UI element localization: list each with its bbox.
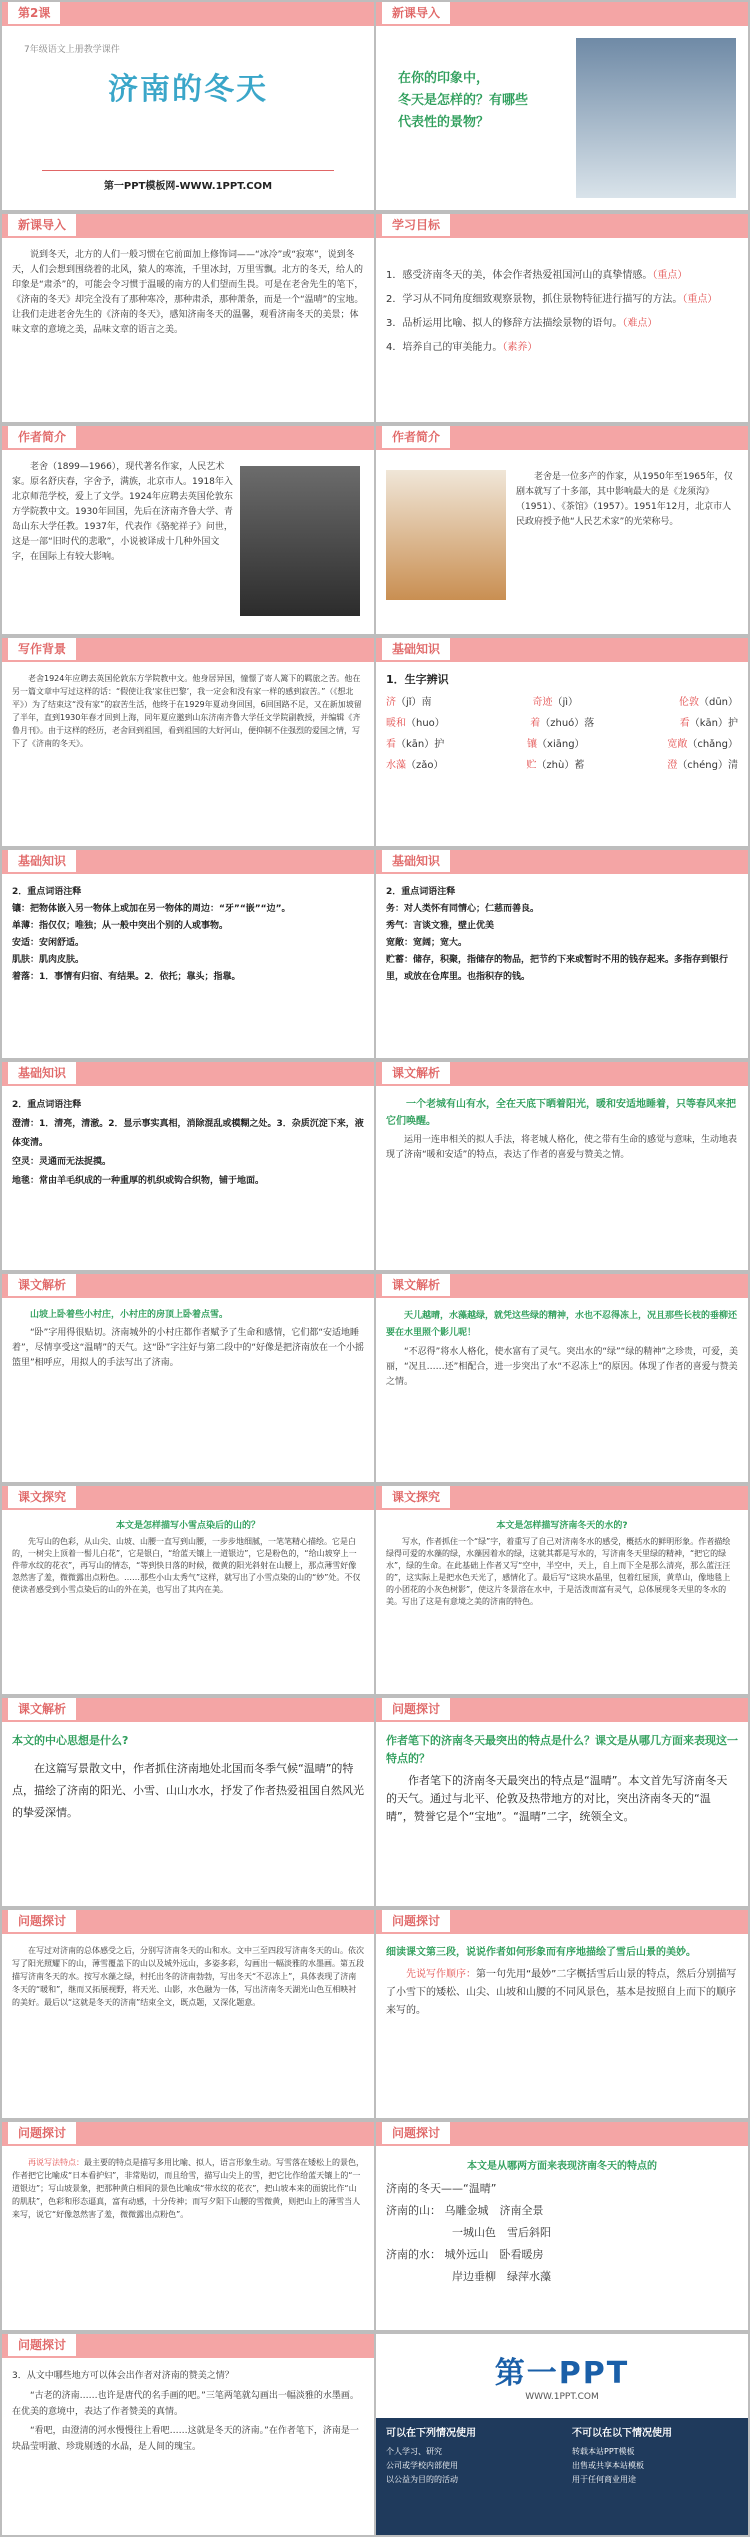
author-works: 老舍是一位多产的作家，从1950年至1965年，仅剧本就写了十多部，其中影响最大的是《龙须沟》（1951）、《茶馆》（1957）。1951年12月，北京市人民政府授予他“人民艺术家”的光荣称号。: [516, 472, 733, 527]
slide-body: [12, 1308, 364, 1474]
slide-1: [2, 2, 374, 210]
slide-body: [386, 2156, 738, 2322]
goal-tag: （重点）: [652, 270, 688, 281]
summary-line: 济南的冬天——“温晴”: [386, 2182, 497, 2195]
char: 水藻: [386, 760, 406, 771]
method-label: 再说写法特点：: [28, 2158, 84, 2167]
goal-item: [386, 288, 738, 312]
slide-tab: 课文探究: [8, 1486, 76, 1508]
slide-tab: 学习目标: [382, 214, 450, 236]
slide-24: [376, 2334, 748, 2535]
slide-body: [12, 248, 364, 414]
slide-header: [2, 1062, 374, 1086]
slide-tab: 作者简介: [382, 426, 450, 448]
slide-3: [2, 214, 374, 422]
slide-tab: 写作背景: [8, 638, 76, 660]
slide-header: [2, 426, 374, 450]
slide-body: [12, 884, 364, 1050]
vocab-item: 宽敞：宽阔；宽大。: [386, 938, 468, 948]
question-text: 本文是怎样描写小雪点染后的山的？: [115, 1521, 260, 1531]
slide-11: [2, 1062, 374, 1270]
slide-body: [386, 1520, 738, 1686]
vocab-item: 地毯：常由羊毛织成的一种重厚的机织或钩合织物，铺于地面。: [12, 1176, 265, 1186]
vocab-item: 贮蓄：储存，积聚，指储存的物品，把节约下来或暂时不用的钱存起来。多指存到银行里，或放在仓库里。也指积存的钱。: [386, 955, 729, 982]
slide-body: [12, 1520, 364, 1686]
char-item: [386, 758, 444, 773]
slide-body: [516, 470, 738, 626]
allowed-column: [376, 2418, 562, 2535]
slide-header: [376, 1486, 748, 1510]
slide-body: [12, 1096, 364, 1262]
forbidden-item: 出售或共享本站模板: [572, 2461, 644, 2470]
question-line-1: 在你的印象中，: [398, 71, 490, 86]
slide-6: [376, 426, 748, 634]
slide-header: [376, 1062, 748, 1086]
allowed-item: 以公益为目的的活动: [386, 2475, 458, 2484]
slide-5: [2, 426, 374, 634]
section-heading: 2．重点词语注释: [12, 887, 82, 897]
slide-body: [386, 1944, 738, 2110]
slide-header: [2, 214, 374, 238]
question-line-2: 冬天是怎样的？有哪些: [398, 93, 529, 108]
slide-tab: 基础知识: [382, 638, 450, 660]
pinyin: （dūn）: [698, 697, 738, 708]
slide-header: [376, 638, 748, 662]
pinyin: （zǎo）: [406, 760, 444, 771]
slide-body: [386, 1732, 738, 1898]
char: 着: [530, 718, 541, 729]
question-text: 本文是从哪两方面来表现济南冬天的特点的: [467, 2161, 657, 2172]
question-text: 细读课文第三段，说说作者如何形象而有序地描绘了雪后山景的美妙。: [386, 1947, 696, 1958]
background-text: 老舍1924年应聘去英国伦敦东方学院教中文。他身居异国，憧憬了寄人篱下的羁旅之苦。他在另一篇文章中写过这样的话：“假使让我‘家住巴黎’，我一定会和没有家一样的感到寂苦。”（《想北平》）为了结束这“没有家”的寂苦生活，他终于在1929年夏动身回国，6回国路不足，又在新加坡留了半年，直到1930年春才回到上海，同年夏应邀到山东济南齐鲁大学任文学院副教授，并编辑《齐鲁月刊》。由于这样的经历，老舍回到祖国，看到祖国的大好河山，便抑制不住强烈的爱国之情，写下了《济南的冬天》。: [12, 674, 362, 748]
allowed-item: 个人学习、研究: [386, 2447, 442, 2456]
vocab-item: 单薄：指仅仅；唯独；从一般中突出个别的人或事物。: [12, 921, 229, 931]
forbidden-column: [562, 2418, 748, 2535]
answer-text: 在这篇写景散文中，作者抓住济南地处北国而冬季气候“温晴”的特点，描绘了济南的阳光、小雪、山山水水，抒发了作者热爱祖国自然风光的挚爱深情。: [12, 1762, 364, 1819]
char: 宽敞: [667, 739, 688, 750]
char: 看: [386, 739, 396, 750]
slide-tab: 问题探讨: [382, 1698, 450, 1720]
slide-8: [376, 638, 748, 846]
slide-tab: 第2课: [8, 2, 60, 24]
logo-url: WWW.1PPT.COM: [525, 2392, 599, 2402]
intro-question: [398, 68, 528, 134]
slide-4: [376, 214, 748, 422]
pinyin: （chéng）清: [677, 760, 738, 771]
slide-header: [376, 2122, 748, 2146]
lesson-title: 济南的冬天: [108, 72, 268, 107]
answer-text: 先写山的色彩，从山尖、山坡、山腰一直写到山腰，一步步地细腻，一笔笔精心描绘。它是白的，一树尖上顶着一髻儿白花”，它是银白，“给蓝天镶上一道银边”，它是粉色的，“给山坡穿上一件带水纹的花衣”，再写山的情态，“等到快日落的时候，微黄的阳光斜射在山腰上，那点薄雪好像忽然害了羞，微微露出点粉色。……那些小山太秀气”这样，就写出了小雪点染的山的“妙”处。不仅使读者感受到小雪点染后的山的外在美，也写出了其内在美。: [12, 1537, 361, 1594]
slide-header: [2, 1486, 374, 1510]
slide-tab: 问题探讨: [382, 2122, 450, 2144]
pinyin: （jǐ）南: [396, 697, 432, 708]
answer-text: 在写过对济南的总体感受之后，分别写济南冬天的山和水。文中三至四段写济南冬天的山。依次写了阳光照耀下的山，薄雪覆盖下的山以及城外远山，多姿多彩，勾画出一幅淡雅的水墨画。第五段描写济南冬天的水。按写水藻之绿，村托出冬的济南勃勃，写出冬天“不忍冻上”，具体表现了济南冬天的“暖和”，继而又拓展视野，将天光、山影，水色融为一体，写出济南冬天湖光山色互相映衬的美好。最后以“这就是冬天的济南”结束全文，既点题，又深化题意。: [12, 1946, 364, 2007]
slide-tab: 问题探讨: [8, 2122, 76, 2144]
char-row: [386, 716, 738, 731]
char-item: [680, 716, 738, 731]
slide-tab: 作者简介: [8, 426, 76, 448]
slide-body: [12, 2368, 364, 2527]
slide-header: [2, 2122, 374, 2146]
char-row: [386, 737, 738, 752]
quote-text: 一个老城有山有水，全在天底下晒着阳光，暖和安适地睡着，只等春风来把它们唤醒。: [386, 1099, 736, 1127]
slide-tab: 新课导入: [8, 214, 76, 236]
slide-tab: 课文解析: [382, 1274, 450, 1296]
forbidden-title: 不可以在以下情况使用: [572, 2428, 672, 2439]
slide-header: [376, 426, 748, 450]
slide-header: [376, 850, 748, 874]
goal-tag: （难点）: [622, 318, 658, 329]
vocab-item: 务：对人类怀有同情心；仁慈而善良。: [386, 904, 540, 914]
slide-header: [2, 1698, 374, 1722]
author-portrait: [240, 466, 360, 616]
char: 贮: [526, 760, 537, 771]
goal-text: 4．培养自己的审美能力。: [386, 342, 503, 353]
vocab-item: 空灵：灵通而无法捉摸。: [12, 1157, 112, 1167]
usage-panel: [376, 2418, 748, 2535]
char-item: [679, 695, 738, 710]
slide-18: [376, 1698, 748, 1906]
slide-header: [376, 1274, 748, 1298]
question-line-3: 代表性的景物？: [398, 115, 490, 130]
pinyin: （chǎng）: [687, 739, 738, 750]
char: 澄: [667, 760, 678, 771]
vocab-item: 安适：安闲舒适。: [12, 938, 85, 948]
goal-item: [386, 336, 738, 360]
goal-item: [386, 312, 738, 336]
slide-header: [376, 214, 748, 238]
quote-text: 天儿越晴，水藻越绿，就凭这些绿的精神，水也不忍得冻上，况且那些长枝的垂柳还要在水里照个影儿呢！: [386, 1311, 738, 1338]
char-item: [386, 737, 444, 752]
pinyin: （kān）护: [396, 739, 445, 750]
vocab-item: 澄清：1．清亮，清澈。2．显示事实真相，消除混乱或模糊之处。3．杂质沉淀下来，液体变清。: [12, 1119, 364, 1148]
slide-header: [2, 850, 374, 874]
section-heading: 1．生字辨识: [386, 673, 449, 686]
slide-body: [12, 1732, 364, 1898]
analysis-text: “卧”字用得很贴切。济南城外的小村庄都作者赋予了生命和感情，它们都“安适地睡着”，尽情享受这“温晴”的天气。这“卧”字注好与第二段中的“好像是把济南放在一个小摇篮里”相呼应，用拟人的手法写出了济南。: [12, 1328, 364, 1368]
char-item: [532, 695, 578, 710]
slide-header: [376, 1698, 748, 1722]
char: 镶: [527, 739, 538, 750]
goal-text: 3．品析运用比喻、拟人的修辞方法描绘景物的语句。: [386, 318, 623, 329]
question-text: 本文的中心思想是什么?: [12, 1734, 129, 1747]
goal-tag: （素养）: [502, 342, 538, 353]
method-text: 最主要的特点是描写多用比喻、拟人，语言形象生动。写雪落在矮松上的景色，作者把它比喻成“日本看护妇”，非常贴切，而且给雪，描写山尖上的雪，把它比作给蓝天镶上的“一道银边”；写山坡景象，把那种黄白相间的景色比喻成“带水纹的花衣”，把山坡本来的面貌比作“山的肌肤”，色彩和形态逼真，富有动感，十分传神；而写夕阳下山腰的雪微黄，则把山上的薄雪当人来写，说它“好像忽然害了羞，微微露出点粉色”。: [12, 2158, 364, 2219]
slide-16: [376, 1486, 748, 1694]
pinyin: （huo）: [406, 718, 445, 729]
slide-tab: 基础知识: [382, 850, 450, 872]
forbidden-item: 转载本站PPT模板: [572, 2447, 635, 2456]
slide-19: [2, 1910, 374, 2118]
slide-tab: 基础知识: [8, 850, 76, 872]
goal-list: [386, 264, 738, 414]
books-image: [386, 470, 506, 600]
slide-body: [12, 460, 234, 626]
slide-tab: 问题探讨: [8, 2334, 76, 2356]
char-item: [527, 737, 585, 752]
char-item: [526, 758, 584, 773]
slide-header: [376, 1910, 748, 1934]
question-text: 本文是怎样描写济南冬天的水的?: [496, 1521, 628, 1531]
slide-header: [2, 2, 374, 26]
goal-item: [386, 264, 738, 288]
char: 看: [679, 718, 690, 729]
slide-body: [386, 672, 738, 838]
char-item: [386, 716, 445, 731]
vocab-item: 肌肤：肌肉皮肤。: [12, 955, 85, 965]
slide-tab: 问题探讨: [8, 1910, 76, 1932]
forbidden-item: 用于任何商业用途: [572, 2475, 636, 2484]
slide-10: [376, 850, 748, 1058]
answer-text: [386, 1966, 738, 2020]
analysis-text: 运用一连串相关的拟人手法，将老城人格化，使之带有生命的感觉与意味，生动地表现了济南“暖和安适”的特点，表达了作者的喜爱与赞美之情。: [386, 1135, 738, 1160]
slide-body: [12, 1944, 364, 2110]
char: 济: [386, 697, 396, 708]
analysis-text: “不忍得”将水人格化，使水富有了灵气。突出水的“绿”“绿的精神”之珍贵，可爱，美丽，“况且……还”相配合，进一步突出了水“不忍冻上”的原因。体现了作者的喜爱与赞美之情。: [386, 1347, 738, 1387]
char-row: [386, 758, 738, 773]
slide-2: [376, 2, 748, 210]
slide-body: [386, 1308, 738, 1474]
site-label: 第一PPT模板网-WWW.1PPT.COM: [103, 181, 273, 192]
char-item: [667, 758, 738, 773]
summary-line: 济南的山： 乌雕金城 济南全景: [386, 2204, 544, 2217]
slide-14: [376, 1274, 748, 1482]
slide-body: [12, 672, 364, 838]
brand-logo: [376, 2348, 748, 2402]
slide-body: [386, 1096, 738, 1262]
pinyin: （xiāng）: [537, 739, 585, 750]
summary-line: 一城山色 雪后斜阳: [386, 2226, 551, 2239]
logo-text: 第一PPT: [494, 2356, 630, 2391]
quote-text: 山坡上卧着些小村庄，小村庄的房顶上卧着点雪。: [30, 1310, 229, 1320]
slide-tab: 新课导入: [382, 2, 450, 24]
slide-tab: 问题探讨: [382, 1910, 450, 1932]
pinyin: （jì）: [552, 697, 579, 708]
winter-river-image: [576, 38, 736, 198]
char: 伦敦: [678, 697, 699, 708]
slide-tab: 课文解析: [8, 1274, 76, 1296]
slide-tab: 课文探究: [382, 1486, 450, 1508]
slide-13: [2, 1274, 374, 1482]
question-text: 3．从文中哪些地方可以体会出作者对济南的赞美之情？: [12, 2371, 234, 2381]
slide-header: [2, 638, 374, 662]
char: 奇迹: [532, 697, 553, 708]
slide-header: [2, 1274, 374, 1298]
pinyin: （zhù）蓄: [536, 760, 585, 771]
slide-tab: 课文解析: [382, 1062, 450, 1084]
section-heading: 2．重点词语注释: [12, 1100, 82, 1110]
answer-text: 作者笔下的济南冬天最突出的特点是“温晴”。本文首先写济南冬天的天气。通过与北平、伦敦及热带地方的对比，突出济南冬天的“温晴”，赞誉它是个“宝地”。“温晴”二字，统领全文。: [386, 1774, 728, 1823]
char-row: [386, 695, 738, 710]
slide-header: [2, 2334, 374, 2358]
char-item: [667, 737, 738, 752]
pinyin: （zhuó）落: [540, 718, 595, 729]
slide-20: [376, 1910, 748, 2118]
goal-text: 1．感受济南冬天的美，体会作者热爱祖国河山的真挚情感。: [386, 270, 653, 281]
vocab-item: 着落：1．事情有归宿、有结果。2．依托；靠头；指靠。: [12, 972, 241, 982]
slide-21: [2, 2122, 374, 2330]
answer-text: [12, 2156, 364, 2221]
section-heading: 2．重点词语注释: [386, 887, 456, 897]
slide-body: [386, 884, 738, 1050]
slide-tab: 课文解析: [8, 1698, 76, 1720]
intro-text: 说到冬天，北方的人们一般习惯在它前面加上修饰词——“冰冷”或“寂寒”，说到冬天，人们会想到围绕着的北风，猿人的寒流，千里冰封，万里雪飘。北方的冬天，给人的印象是“肃杀”的，可能会令习惯于温暖的南方的人们望而生畏。可是在老舍先生的笔下，《济南的冬天》却完全没有了那种寒冷，那种肃杀，那种萧条，而是一个“温晴”的宝地。让我们走进老舍先生的《济南的冬天》，感知济南冬天的温馨，观看济南冬天的美景；体味文章的意境之美，品味文章的语言之美。: [12, 250, 364, 335]
allowed-title: 可以在下列情况使用: [386, 2428, 476, 2439]
char-item: [386, 695, 432, 710]
pinyin: （kān）护: [689, 718, 738, 729]
slide-header: [376, 2, 748, 26]
char: 暖和: [386, 718, 406, 729]
method-text: 第一句先用“最妙”二字概括雪后山景的特点，然后分别描写了小雪下的矮松、山尖、山坡和山腰的不同风景色，基本是按照自上而下的顺序来写的。: [386, 1969, 737, 2016]
slide-body: [12, 2156, 364, 2322]
slide-22: [376, 2122, 748, 2330]
char-item: [530, 716, 594, 731]
slide-23: [2, 2334, 374, 2535]
goal-tag: （重点）: [682, 294, 718, 305]
slide-7: [2, 638, 374, 846]
goal-text: 2．学习从不同角度细致观察景物，抓住景物特征进行描写的方法。: [386, 294, 683, 305]
method-label: 先说写作顺序：: [406, 1969, 476, 1980]
answer-paragraph: “古老的济南……也许是唐代的名手画的吧。”三笔两笔就勾画出一幅淡雅的水墨画。在优美的意境中，表达了作者赞美的真情。: [12, 2391, 359, 2417]
slide-12: [376, 1062, 748, 1270]
answer-text: 写水，作者抓住一个“绿”字，着重写了自己对济南冬水的感受，概括水的鲜明形象。作者描绘绿得可爱的水藻的绿，水藻因着水的绿，这就其都是写水的，写济南冬天里绿的精神，“把它的绿水”，绿的生命。在此基础上作者又写“空中，半空中，天上，自上而下全是那么清亮，那么蓝汪汪的”，这实际上是把水色天光了，感情化了。最后写“这块水晶里，包着红屋顶，黄草山，像地毯上的小团花的小灰色树影”，使这片冬景溶在水中，于是活泼而富有灵气，总体展现冬天里的冬水的美。写出了这是有意境之美的济南的特色。: [386, 1537, 731, 1606]
grade-label: 7年级语文上册教学课件: [24, 45, 120, 55]
author-bio: 老舍（1899—1966），现代著名作家，人民艺术家。原名舒庆春，字舍予，满族，北京市人。1918年入北京师范学校，爱上了文学。1924年应聘去英国伦敦东方学院教中文。1930年回国，先后在济南齐鲁大学、青岛山东大学任教。1937年，代表作《骆驼祥子》问世，这是一部“旧时代的悲歌”，小说被译成十几种外国文字，在国际上有较大影响。: [12, 462, 233, 562]
summary-line: 济南的水： 城外远山 卧看暖房: [386, 2248, 544, 2261]
answer-paragraph: “看吧，由澄清的河水慢慢往上看吧……这就是冬天的济南。”在作者笔下，济南是一块晶莹明澈、珍珑剔透的水晶，是人间的瑰宝。: [12, 2426, 359, 2452]
vocab-item: 镶：把物体嵌入另一物体上或加在另一物体的周边：“牙”“嵌”“边”。: [12, 904, 291, 914]
summary-line: 岸边垂柳 绿萍水藻: [386, 2270, 551, 2283]
slide-15: [2, 1486, 374, 1694]
divider: [42, 170, 334, 171]
slide-header: [2, 1910, 374, 1934]
slide-17: [2, 1698, 374, 1906]
question-text: 作者笔下的济南冬天最突出的特点是什么？课文是从哪几方面来表现这一特点的？: [386, 1734, 738, 1765]
allowed-item: 公司或学校内部使用: [386, 2461, 458, 2470]
slide-tab: 基础知识: [8, 1062, 76, 1084]
slide-9: [2, 850, 374, 1058]
vocab-item: 秀气：言谈文雅，壁止优美: [386, 921, 495, 931]
